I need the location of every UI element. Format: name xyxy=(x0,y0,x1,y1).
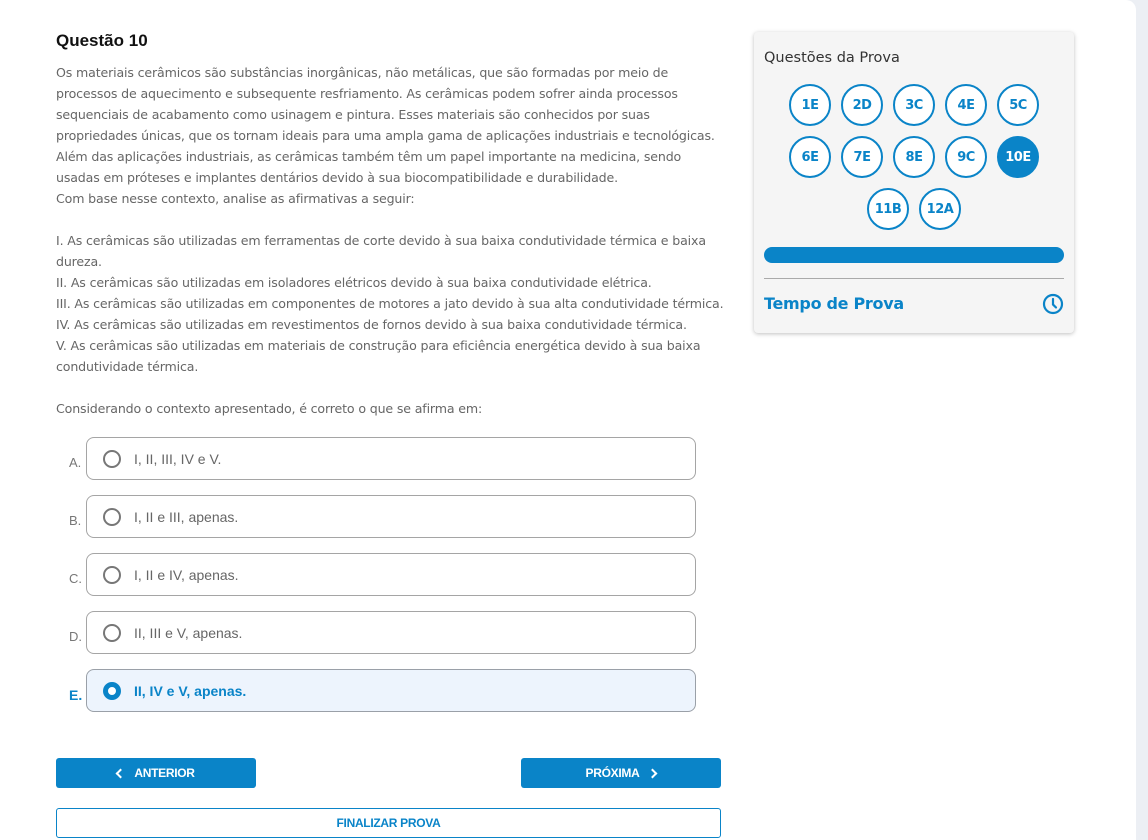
option-b xyxy=(56,495,696,538)
question-nav-4[interactable]: 4E xyxy=(945,84,987,126)
option-a-button[interactable] xyxy=(86,437,696,480)
chevron-left-icon xyxy=(116,768,126,778)
question-nav-6[interactable]: 6E xyxy=(789,136,831,178)
option-d-button[interactable] xyxy=(86,611,696,654)
statement-4: IV. As cerâmicas são utilizadas em revestimentos de fornos devido à sua baixa condutividade térmica. xyxy=(56,317,687,332)
clock-icon[interactable] xyxy=(1042,293,1064,315)
statement-5: V. As cerâmicas são utilizadas em materiais de construção para eficiência energética devido à sua baixa condutividade térmica. xyxy=(56,338,701,374)
question-prompt: Considerando o contexto apresentado, é correto o que se afirma em: xyxy=(56,401,483,416)
panel-title: Questões da Prova xyxy=(764,50,900,66)
option-letter: C. xyxy=(69,571,82,586)
question-nav-12[interactable]: 12A xyxy=(919,188,961,230)
statement-2: II. As cerâmicas são utilizadas em isoladores elétricos devido à sua baixa condutividade elétrica. xyxy=(56,275,652,290)
question-nav-3[interactable]: 3C xyxy=(893,84,935,126)
option-letter: E. xyxy=(69,687,83,703)
question-instruction: Com base nesse contexto, analise as afirmativas a seguir: xyxy=(56,191,415,206)
question-context: Os materiais cerâmicos são substâncias inorgânicas, não metálicas, que são formadas por meio de processos de aquecimento e subsequente resfriamento. As cerâmicas podem sofrer ainda processos sequenciais de acabamento como usinagem e pintura. Esses materiais são conhecidos por suas propriedades únicas, que os tornam ideais para uma ampla gama de aplicações industriais e tecnológicas. Além das aplicações industriais, as cerâmicas também têm um papel importante na medicina, sendo usadas em próteses e implantes dentários devido à sua biocompatibilidade e durabilidade. xyxy=(56,65,715,185)
radio-unchecked-icon[interactable] xyxy=(103,624,121,642)
option-text: II, IV e V, apenas. xyxy=(134,683,247,699)
question-section xyxy=(56,30,726,419)
question-nav-7[interactable]: 7E xyxy=(841,136,883,178)
option-b-button[interactable] xyxy=(86,495,696,538)
statement-1: I. As cerâmicas são utilizadas em ferramentas de corte devido à sua baixa condutividade térmica e baixa dureza. xyxy=(56,233,706,269)
option-letter: A. xyxy=(69,455,82,470)
exam-timer-label: Tempo de Prova xyxy=(764,294,904,313)
divider xyxy=(764,278,1064,279)
question-nav-9[interactable]: 9C xyxy=(945,136,987,178)
next-label: PRÓXIMA xyxy=(585,766,640,780)
question-body xyxy=(56,62,726,419)
option-a xyxy=(56,437,696,480)
question-nav-11[interactable]: 11B xyxy=(867,188,909,230)
question-nav-8[interactable]: 8E xyxy=(893,136,935,178)
previous-button[interactable] xyxy=(56,758,256,788)
option-e xyxy=(56,669,696,712)
option-text: II, III e V, apenas. xyxy=(134,625,243,641)
question-navigator xyxy=(754,84,1074,240)
chevron-right-icon xyxy=(648,768,658,778)
finish-exam-button[interactable] xyxy=(56,808,721,838)
option-letter: B. xyxy=(69,513,82,528)
option-e-button[interactable] xyxy=(86,669,696,712)
option-letter: D. xyxy=(69,629,82,644)
option-c-button[interactable] xyxy=(86,553,696,596)
statement-3: III. As cerâmicas são utilizadas em componentes de motores a jato devido à sua alta condutividade térmica. xyxy=(56,296,724,311)
previous-label: ANTERIOR xyxy=(134,766,195,780)
question-nav-10-current[interactable]: 10E xyxy=(997,136,1039,178)
radio-unchecked-icon[interactable] xyxy=(103,450,121,468)
option-text: I, II e III, apenas. xyxy=(134,509,239,525)
option-text: I, II e IV, apenas. xyxy=(134,567,239,583)
question-title: Questão 10 xyxy=(56,31,148,50)
progress-bar xyxy=(764,247,1064,263)
question-nav-2[interactable]: 2D xyxy=(841,84,883,126)
option-c xyxy=(56,553,696,596)
question-nav-1[interactable]: 1E xyxy=(789,84,831,126)
next-button[interactable] xyxy=(521,758,721,788)
finish-label: FINALIZAR PROVA xyxy=(336,816,441,830)
radio-unchecked-icon[interactable] xyxy=(103,566,121,584)
radio-unchecked-icon[interactable] xyxy=(103,508,121,526)
exam-questions-panel xyxy=(754,32,1074,333)
option-text: I, II, III, IV e V. xyxy=(134,451,222,467)
radio-checked-icon[interactable] xyxy=(103,682,121,700)
answer-options xyxy=(56,437,696,727)
option-d xyxy=(56,611,696,654)
question-nav-5[interactable]: 5C xyxy=(997,84,1039,126)
